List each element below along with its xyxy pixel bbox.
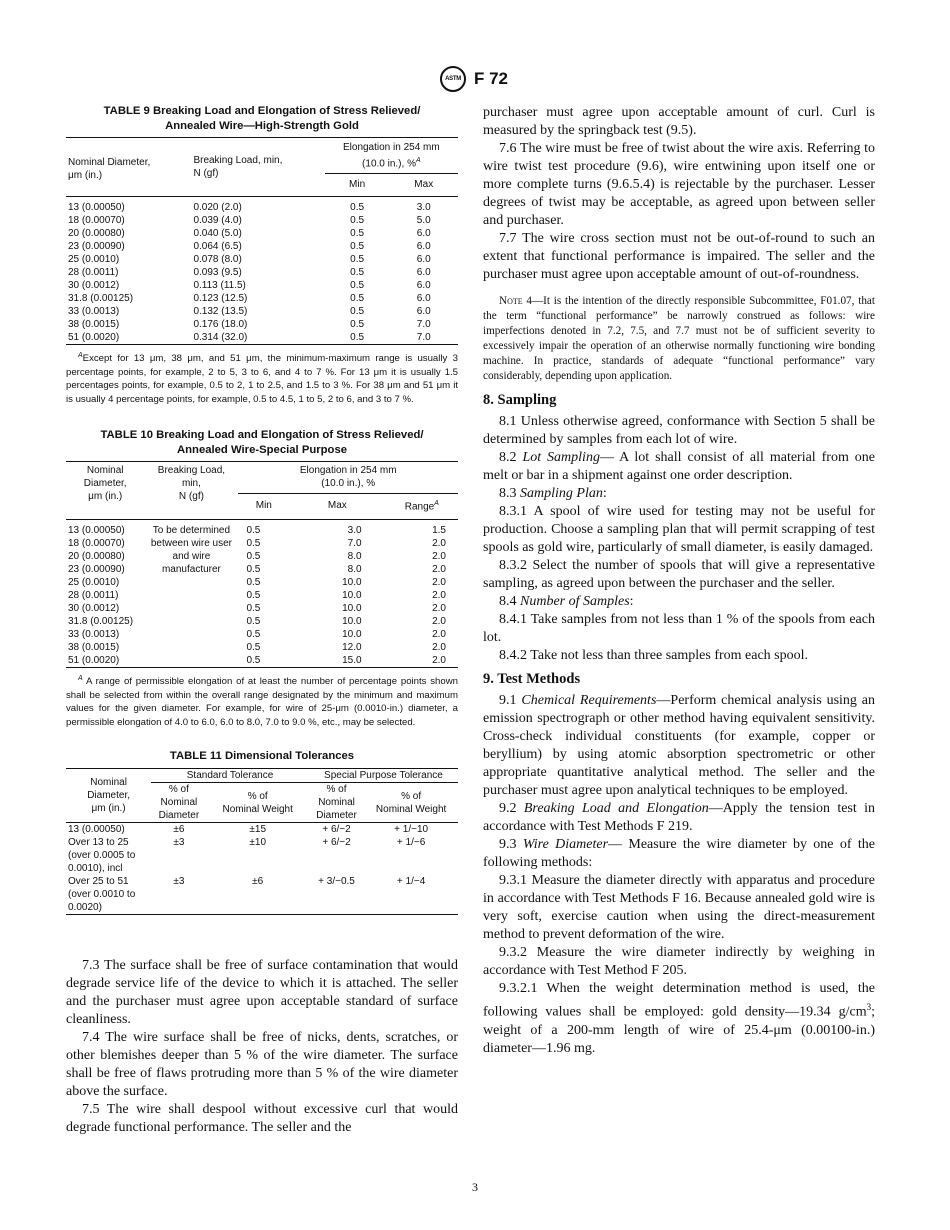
table-cell: 0.5 bbox=[246, 577, 261, 589]
table-cell: 0.314 (32.0) bbox=[193, 332, 248, 344]
table-cell: 0.5 bbox=[246, 642, 261, 654]
table-cell: 33 (0.0013) bbox=[68, 629, 120, 641]
table10-load-note: To be determined between wire user and wire manufacturer bbox=[150, 525, 232, 576]
table-cell: 7.0 bbox=[347, 538, 362, 550]
astm-logo-icon: ASTM bbox=[440, 66, 466, 92]
table-cell: 0.5 bbox=[350, 280, 365, 292]
table-cell: 6.0 bbox=[416, 280, 431, 292]
table-cell: 28 (0.0011) bbox=[68, 267, 119, 279]
paragraph-9-3: 9.3 Wire Diameter— Measure the wire diameter by one of the following methods: bbox=[483, 837, 875, 870]
right-column bbox=[483, 104, 875, 1058]
table-row bbox=[66, 563, 458, 576]
table11-header-standard: Standard Tolerance bbox=[151, 769, 309, 783]
section-8-heading: 8. Sampling bbox=[483, 392, 557, 408]
table9-header-diameter: Nominal Diameter, μm (in.) bbox=[66, 138, 191, 197]
table-cell: 6.0 bbox=[416, 228, 431, 240]
table-cell: 2.0 bbox=[432, 577, 446, 589]
table10-header-diameter: Nominal Diameter, μm (in.) bbox=[66, 462, 144, 520]
table-cell: 2.0 bbox=[432, 642, 446, 654]
table-row bbox=[66, 227, 458, 240]
table-cell: 0.5 bbox=[350, 306, 365, 318]
table-cell: 7.0 bbox=[416, 332, 431, 344]
table-cell: 38 (0.0015) bbox=[68, 642, 120, 654]
table-cell: 0.123 (12.5) bbox=[193, 293, 248, 305]
table-cell: 15.0 bbox=[342, 655, 362, 667]
table10 bbox=[66, 428, 458, 729]
table9-header-max: Max bbox=[390, 174, 458, 197]
table-cell: 30 (0.0012) bbox=[68, 603, 120, 615]
table-cell: 0.093 (9.5) bbox=[193, 267, 242, 279]
table-cell: 0.5 bbox=[350, 215, 365, 227]
table11 bbox=[66, 749, 458, 915]
table-cell: 12.0 bbox=[342, 642, 362, 654]
table-cell: 10.0 bbox=[342, 629, 362, 641]
table-row bbox=[66, 520, 458, 538]
table-cell: 10.0 bbox=[342, 590, 362, 602]
table-cell: 28 (0.0011) bbox=[68, 590, 119, 602]
table-row bbox=[66, 537, 458, 550]
table-row bbox=[66, 197, 458, 215]
paragraph-9-3-2-1: 9.3.2.1 When the weight determination method is used, the following values shall be employed: gold density—19.34 $g/cm^3$; weight of a 200-mm length of wire of 25.4-μm (0.00100-in.) diameter—1.96 mg. bbox=[483, 981, 875, 1056]
table10-caption: TABLE 10 Breaking Load and Elongation of Stress Relieved/ Annealed Wire-Special Purpose bbox=[100, 429, 424, 457]
table-cell: 6.0 bbox=[416, 267, 431, 279]
paragraph-8-2: 8.2 Lot Sampling— A lot shall consist of all material from one melt or bar in a shipment against one order description. bbox=[483, 450, 875, 483]
paragraph-9-1: 9.1 Chemical Requirements—Perform chemical analysis using an emission spectrograph or other method having equivalent sensitivity. Cross-check individual constituents (for example, copper or beryllium) by using atomic absorption spectrometric or other appropriate quantitative analytical method. The seller and the purchaser must agree upon analytical techniques to be employed. bbox=[483, 693, 876, 798]
table-row bbox=[66, 589, 458, 602]
table-cell: 0.020 (2.0) bbox=[193, 202, 242, 214]
table11-caption: TABLE 11 Dimensional Tolerances bbox=[169, 750, 355, 763]
table-cell: 8.0 bbox=[347, 551, 362, 563]
table-cell: 7.0 bbox=[416, 319, 431, 331]
paragraph-7-7: 7.7 The wire cross section must not be out-of-round to such an extent that functional performance is impaired. The seller and the purchaser must agree upon acceptable amount of out-of-roundness. bbox=[483, 231, 875, 282]
table9-footnote: $^A$Except for 13 μm, 38 μm, and 51 μm, the minimum-maximum range is usually 3 percentage points, for example, 2 to 5, 3 to 6, and 4 to 7 %. For 13 μm it is usually 1.5 percentages points, for example, 0.5 to 2, 1 to 2.5, and 1.5 to 3 %. For 38 μm and 51 μm it is usually 4 percentage points, for example, 0.5 to 4.5, 1 to 5, 2 to 6, and 3 to 7 %. bbox=[66, 352, 458, 405]
table-cell: 6.0 bbox=[416, 306, 431, 318]
table-cell: 0.5 bbox=[350, 293, 365, 305]
table-cell: 10.0 bbox=[342, 603, 362, 615]
table-cell: 0.5 bbox=[350, 332, 365, 344]
table-cell: 2.0 bbox=[432, 629, 446, 641]
table-cell: 0.5 bbox=[350, 267, 365, 279]
paragraph-8-3-1: 8.3.1 A spool of wire used for testing may not be useful for production. Choose a sampling plan that will permit scrapping of test spools as gold wire, particularly of small diameter, is easily damaged. bbox=[483, 504, 875, 555]
table-cell: 3.0 bbox=[347, 525, 362, 537]
paragraph-7-5: 7.5 The wire shall despool without excessive curl that would degrade functional performance. The seller and the bbox=[66, 1102, 458, 1136]
paragraph-9-2: 9.2 Breaking Load and Elongation—Apply the tension test in accordance with Test Methods F 219. bbox=[483, 801, 875, 834]
paragraph-9-3-1: 9.3.1 Measure the diameter directly with apparatus and procedure in accordance with Test Methods F 16. Because annealed gold wire is very soft, exercise caution when using the direct-measurement method to prevent deformation of the wire. bbox=[483, 873, 875, 942]
table-row bbox=[66, 615, 458, 628]
table-cell: 13 (0.00050) bbox=[68, 525, 125, 537]
table-cell: 5.0 bbox=[416, 215, 431, 227]
paragraph-8-4-1: 8.4.1 Take samples from not less than 1 % of the spools from each lot. bbox=[483, 612, 875, 645]
table-cell: 0.5 bbox=[246, 603, 261, 615]
table-cell: 2.0 bbox=[432, 603, 446, 615]
table9 bbox=[66, 104, 458, 406]
page-number: 3 bbox=[472, 1180, 478, 1194]
table-cell: 13 (0.00050) bbox=[68, 202, 125, 214]
table-cell: 38 (0.0015) bbox=[68, 319, 120, 331]
table10-header-load: Breaking Load, min, N (gf) bbox=[144, 462, 238, 520]
table10-header-max: Max bbox=[289, 494, 385, 520]
table-cell: 2.0 bbox=[432, 590, 446, 602]
table11-header-sp-weight: % of Nominal Weight bbox=[364, 783, 458, 823]
table-row: Over 25 to 51 (over 0.0010 to 0.0020) ±3 ±6 + 3/−0.5 + 1/−4 bbox=[66, 875, 458, 915]
table-cell: 0.5 bbox=[350, 241, 365, 253]
paragraph-8-3: 8.3 Sampling Plan: bbox=[499, 486, 607, 501]
table-cell: 0.064 (6.5) bbox=[193, 241, 242, 253]
table-cell: 0.5 bbox=[246, 616, 261, 628]
table9-header-elongation: Elongation in 254 mm (10.0 in.), %$^A$ bbox=[325, 138, 458, 174]
section-9-heading: 9. Test Methods bbox=[483, 671, 581, 687]
paragraph-8-3-2: 8.3.2 Select the number of spools that will give a representative sampling, as agreed upon between the purchaser and the seller. bbox=[483, 558, 875, 591]
paragraph-8-4: 8.4 Number of Samples: bbox=[499, 594, 634, 609]
table-cell: 2.0 bbox=[432, 538, 446, 550]
paragraph-7-6: 7.6 The wire must be free of twist about the wire axis. Referring to wire twist test procedure (9.6), wire entwining upon itself one or more complete turns (9.6.5.4) is rejectable by the purchaser. Lesser degrees of twist may be acceptable, as agreed upon between seller and purchaser. bbox=[483, 141, 875, 228]
table-cell: 33 (0.0013) bbox=[68, 306, 120, 318]
table11-header-sp-diameter: % of Nominal Diameter bbox=[309, 783, 364, 823]
table-row bbox=[66, 602, 458, 615]
table10-footnote: $^A$ A range of permissible elongation of at least the number of percentage points shown shall be selected from within the overall range designated by the minimum and maximum values for the given diameter. For example, for wire of 25-μm (0.0010-in.) diameter, a permissible elongation of 4.0 to 6.0, 6.0 to 8.0, 7.0 to 9.0 %, etc., may be selected. bbox=[66, 675, 458, 728]
table-cell: 2.0 bbox=[432, 655, 446, 667]
table-cell: 31.8 (0.00125) bbox=[68, 293, 134, 305]
table10-header-min: Min bbox=[238, 494, 289, 520]
table-row bbox=[66, 305, 458, 318]
table-cell: 30 (0.0012) bbox=[68, 280, 120, 292]
table-row bbox=[66, 253, 458, 266]
table-cell: 0.5 bbox=[246, 564, 261, 576]
table-cell: 23 (0.00090) bbox=[68, 241, 125, 253]
standard-designation: F 72 bbox=[474, 69, 509, 88]
table-cell: 10.0 bbox=[342, 577, 362, 589]
table-cell: 2.0 bbox=[432, 564, 446, 576]
table11-header-diameter: Nominal Diameter, μm (in.) bbox=[66, 769, 151, 823]
table-cell: 10.0 bbox=[342, 616, 362, 628]
table-cell: 6.0 bbox=[416, 293, 431, 305]
paragraph-7-5-continued: purchaser must agree upon acceptable amount of curl. Curl is measured by the springback test (9.5). bbox=[483, 105, 875, 138]
table-row bbox=[66, 318, 458, 331]
table-cell: 0.5 bbox=[350, 202, 365, 214]
paragraph-8-4-2: 8.4.2 Take not less than three samples from each spool. bbox=[499, 648, 809, 663]
table-cell: 51 (0.0020) bbox=[68, 332, 120, 344]
table-cell: 3.0 bbox=[416, 202, 431, 214]
table-cell: 0.5 bbox=[350, 254, 365, 266]
table-row bbox=[66, 550, 458, 563]
table-cell: 0.5 bbox=[246, 629, 261, 641]
table11-header-special: Special Purpose Tolerance bbox=[309, 769, 458, 783]
table-cell: 2.0 bbox=[432, 616, 446, 628]
table-cell: 0.040 (5.0) bbox=[193, 228, 242, 240]
table-cell: 0.113 (11.5) bbox=[193, 280, 246, 292]
table11-header-std-diameter: % of Nominal Diameter bbox=[151, 783, 206, 823]
table-cell: 23 (0.00090) bbox=[68, 564, 125, 576]
table10-header-range: Range$^A$ bbox=[386, 494, 458, 520]
table-cell: 31.8 (0.00125) bbox=[68, 616, 134, 628]
table-cell: 0.5 bbox=[350, 319, 365, 331]
table-row bbox=[66, 654, 458, 668]
table-cell: 0.039 (4.0) bbox=[193, 215, 242, 227]
table-cell: 2.0 bbox=[432, 551, 446, 563]
table-cell: 6.0 bbox=[416, 241, 431, 253]
table-cell: 0.078 (8.0) bbox=[193, 254, 242, 266]
table-cell: 20 (0.00080) bbox=[68, 551, 125, 563]
table-cell: 0.5 bbox=[350, 228, 365, 240]
table-row bbox=[66, 331, 458, 345]
table-cell: 0.5 bbox=[246, 525, 261, 537]
table-row bbox=[66, 240, 458, 253]
table11-header-std-weight: % of Nominal Weight bbox=[207, 783, 309, 823]
paragraph-8-1: 8.1 Unless otherwise agreed, conformance with Section 5 shall be determined by samples from each lot of wire. bbox=[483, 414, 875, 447]
table-cell: 0.176 (18.0) bbox=[193, 319, 248, 331]
table-row bbox=[66, 641, 458, 654]
table-cell: 18 (0.00070) bbox=[68, 215, 125, 227]
table-row bbox=[66, 214, 458, 227]
table9-caption: TABLE 9 Breaking Load and Elongation of Stress Relieved/ Annealed Wire—High-Strength Gold bbox=[103, 105, 421, 132]
table-row bbox=[66, 292, 458, 305]
table-row bbox=[66, 279, 458, 292]
table-cell: 1.5 bbox=[432, 525, 446, 537]
table-cell: 20 (0.00080) bbox=[68, 228, 125, 240]
table-row bbox=[66, 576, 458, 589]
table-row bbox=[66, 266, 458, 279]
table-cell: 8.0 bbox=[347, 564, 362, 576]
table-row bbox=[66, 628, 458, 641]
table-row: Over 13 to 25 (over 0.0005 to 0.0010), incl ±3 ±10 + 6/−2 + 1/−6 bbox=[68, 837, 426, 875]
table-cell: 51 (0.0020) bbox=[68, 655, 120, 667]
paragraph-7-4: 7.4 The wire surface shall be free of nicks, dents, scratches, or other blemishes deeper than 5 % of the wire diameter. The surface shall be free of flaws protruding more than 5 % of the wire diameter above the surface. bbox=[66, 1030, 458, 1100]
page-header bbox=[440, 66, 508, 92]
table-row: 13 (0.00050) ±6 ±15 + 6/−2 + 1/−10 bbox=[68, 824, 429, 836]
note-4: Note 4—It is the intention of the directly responsible Subcommittee, F01.07, that the term “functional performance” be narrowly construed as follows: wire imperfections denoted in 7.2, 7.5, and 7.7 must not be of sufficient severity to excessively impair the operation of an otherwise normally functioning wire bonding machine. In practice, standards of adequate “functional performance” vary considerably, depending upon application. bbox=[483, 295, 875, 382]
table-cell: 0.5 bbox=[246, 538, 261, 550]
table-cell: 25 (0.0010) bbox=[68, 254, 120, 266]
paragraph-7-3: 7.3 The surface shall be free of surface contamination that would degrade service life of the device to which it is attached. The seller and the purchaser must agree upon acceptable standard of surface cleanliness. bbox=[66, 958, 458, 1028]
table-cell: 6.0 bbox=[416, 254, 431, 266]
table-cell: 0.5 bbox=[246, 655, 261, 667]
table-cell: 0.5 bbox=[246, 590, 261, 602]
table10-header-elongation: Elongation in 254 mm (10.0 in.), % bbox=[238, 462, 458, 494]
table-cell: 0.132 (13.5) bbox=[193, 306, 248, 318]
table9-header-load: Breaking Load, min, N (gf) bbox=[191, 138, 324, 197]
paragraph-9-3-2: 9.3.2 Measure the wire diameter indirectly by weighing in accordance with Test Method F 205. bbox=[483, 945, 875, 978]
table-cell: 0.5 bbox=[246, 551, 261, 563]
table-cell: 18 (0.00070) bbox=[68, 538, 125, 550]
left-column bbox=[66, 104, 458, 1137]
table-cell: 25 (0.0010) bbox=[68, 577, 120, 589]
table9-header-min: Min bbox=[325, 174, 390, 197]
